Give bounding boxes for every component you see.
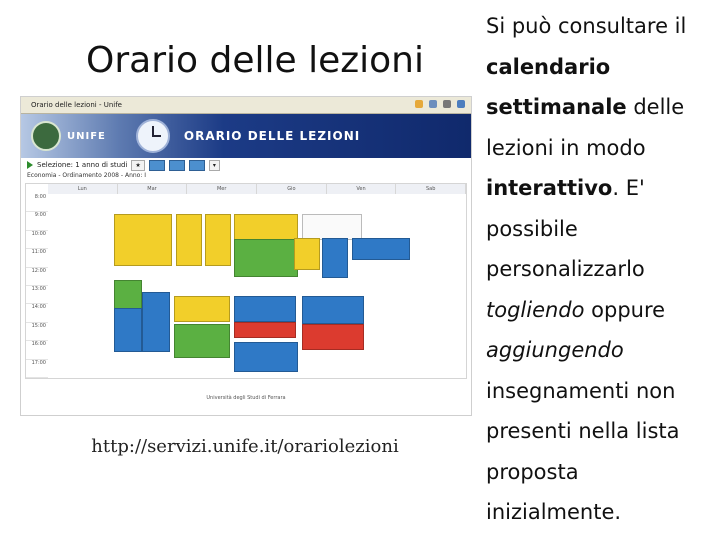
date-select[interactable]: ▾: [209, 160, 220, 171]
lesson-block[interactable]: [234, 296, 296, 322]
browser-bar: [21, 97, 471, 114]
day-header: Gio: [257, 184, 327, 194]
lesson-block[interactable]: [302, 324, 364, 350]
timetable-link[interactable]: http://servizi.unife.it/orariolezioni: [91, 436, 399, 457]
print-icon[interactable]: [443, 100, 451, 108]
today-button[interactable]: [189, 160, 205, 171]
hour-label: 13:00: [26, 286, 48, 304]
hour-label: 14:00: [26, 304, 48, 322]
lesson-block[interactable]: [302, 296, 364, 324]
hour-label: 10:00: [26, 231, 48, 249]
lesson-block[interactable]: [114, 214, 172, 266]
hour-label: 8:00: [26, 194, 48, 212]
lesson-block[interactable]: [174, 324, 230, 358]
desc-italic: aggiungendo: [486, 338, 624, 362]
desc-text: oppure: [584, 297, 666, 322]
site-banner: [21, 114, 471, 158]
preferiti-button[interactable]: ★: [131, 160, 144, 171]
hour-label: 17:00: [26, 360, 48, 378]
toolbar-selection-label: Selezione: 1 anno di studi: [37, 161, 128, 169]
lesson-block[interactable]: [294, 238, 320, 270]
prev-week-button[interactable]: [149, 160, 165, 171]
lesson-block[interactable]: [352, 238, 410, 260]
lesson-block[interactable]: [142, 292, 170, 352]
desc-text: insegnamenti non presenti nella lista proposta inizialmente.: [486, 378, 680, 524]
grid-header: [48, 184, 466, 194]
lesson-block[interactable]: [302, 214, 362, 240]
banner-title: ORARIO DELLE LEZIONI: [183, 129, 361, 143]
lesson-block[interactable]: [234, 322, 296, 338]
lesson-block[interactable]: [174, 296, 230, 322]
day-header: Mer: [187, 184, 257, 194]
lesson-block[interactable]: [234, 342, 298, 372]
logo-text: UNIFE: [67, 130, 106, 142]
hour-column: [26, 194, 48, 378]
description-text: [486, 6, 718, 533]
hour-label: 16:00: [26, 341, 48, 359]
footer-note: Università degli Studi di Ferrara: [206, 395, 286, 401]
desc-italic: togliendo: [486, 297, 585, 322]
desc-text: Si può consultare il: [486, 14, 687, 38]
day-header: Lun: [48, 184, 118, 194]
feed-icon[interactable]: [429, 100, 437, 108]
slide-title: Orario delle lezioni: [86, 40, 424, 81]
hour-label: 9:00: [26, 212, 48, 230]
day-header: Mar: [118, 184, 188, 194]
desc-bold: interattivo: [486, 176, 613, 200]
page-icon[interactable]: [457, 100, 465, 108]
hour-label: 12:00: [26, 268, 48, 286]
lesson-block[interactable]: [176, 214, 202, 266]
browser-bar-text: Orario delle lezioni - Unife: [31, 101, 122, 109]
day-header: Ven: [327, 184, 397, 194]
arrow-right-icon: [27, 161, 33, 169]
hour-label: 11:00: [26, 249, 48, 267]
clock-icon: [136, 119, 170, 153]
lesson-block[interactable]: [205, 214, 231, 266]
hour-label: 15:00: [26, 323, 48, 341]
lesson-block[interactable]: [114, 308, 142, 352]
timetable-screenshot: [20, 96, 472, 416]
next-week-button[interactable]: [169, 160, 185, 171]
lesson-block[interactable]: [322, 238, 348, 278]
desc-text: delle lezioni in modo: [486, 95, 685, 160]
home-icon[interactable]: [415, 100, 423, 108]
toolbar: [21, 158, 471, 172]
lesson-block[interactable]: [234, 239, 298, 277]
desc-text: . E' possibile personalizzarlo: [486, 176, 645, 281]
browser-icons: [415, 100, 465, 108]
week-grid: [25, 183, 467, 379]
unife-logo-icon: [31, 121, 61, 151]
course-info: Economia - Ordinamento 2008 - Anno: I: [27, 172, 147, 179]
day-header: Sab: [396, 184, 466, 194]
desc-bold: calendario settimanale: [486, 54, 627, 119]
